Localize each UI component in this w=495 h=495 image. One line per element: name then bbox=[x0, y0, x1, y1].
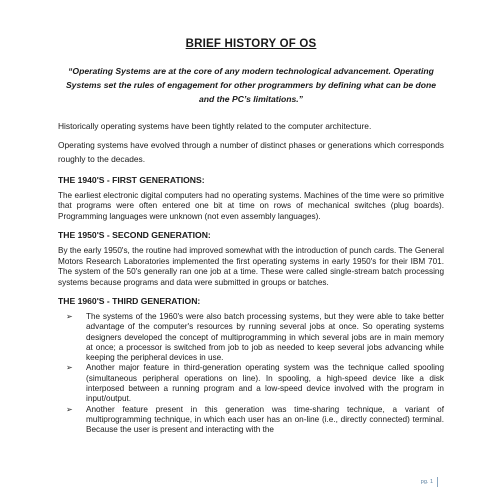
section-heading-1960s: THE 1960'S - THIRD GENERATION: bbox=[58, 296, 201, 306]
intro-quote: “Operating Systems are at the core of any modern technological advancement. Operating Systems set the rules of engagement for other programmers by defining what can be done and the PC’s limitations.” bbox=[65, 66, 437, 104]
list-item-text: The systems of the 1960's were also batch processing systems, but they were able to take better advantage of the computer's resources by running several jobs at once. So operating systems designers developed the concept of multiprogramming in which several jobs are in main memory at once; a processor is switched from job to job as needed to keep several jobs advancing while keeping the peripheral devices in use. bbox=[86, 312, 444, 363]
section-heading-1940s: THE 1940'S - FIRST GENERATIONS: bbox=[58, 174, 205, 185]
arrow-bullet-icon: ➢ bbox=[66, 363, 73, 373]
page-title: BRIEF HISTORY OF OS bbox=[185, 38, 317, 50]
intro-paragraph-2: Operating systems have evolved through a number of distinct phases or generations which corresponds roughly to the decades. bbox=[58, 139, 444, 164]
page-number-divider bbox=[437, 477, 438, 487]
document-page bbox=[58, 38, 444, 436]
arrow-bullet-icon: ➢ bbox=[66, 312, 73, 321]
list-item-text: Another feature present in this generation was time-sharing technique, a variant of multiprogramming technique, in which each user has an on-line (i.e., directly connected) terminal. Because the user is present and interacting with the bbox=[86, 404, 444, 435]
intro-paragraph-1: Historically operating systems have been tightly related to the computer architecture. bbox=[58, 121, 372, 131]
section-text-1940s: The earliest electronic digital computers had no operating systems. Machines of the time were so primitive that programs were often entered one bit at time on rows of mechanical switches (plug boards). Programming languages were unknown (not even assembly languages). bbox=[58, 190, 444, 221]
page-number: pg. 1 bbox=[420, 479, 433, 485]
arrow-bullet-icon: ➢ bbox=[66, 404, 73, 414]
section-heading-1950s: THE 1950'S - SECOND GENERATION: bbox=[58, 230, 211, 240]
list-item-text: Another major feature in third-generation operating system was the technique called spooling (simultaneous peripheral operations on line). In spooling, a high-speed device like a disk interposed between a running program and a low-speed device involved with the program in input/output. bbox=[86, 363, 444, 404]
section-text-1950s: By the early 1950's, the routine had improved somewhat with the introduction of punch cards. The General Motors Research Laboratories implemented the first operating systems in early 1950's for their IBM 701. The system of the 50's generally ran one job at a time. These were called single-stream batch processing systems because programs and data were submitted in groups or batches. bbox=[58, 246, 444, 287]
list-item bbox=[66, 405, 444, 436]
section-bullets-1960s bbox=[58, 312, 444, 436]
list-item bbox=[66, 363, 444, 404]
list-item bbox=[66, 312, 444, 363]
